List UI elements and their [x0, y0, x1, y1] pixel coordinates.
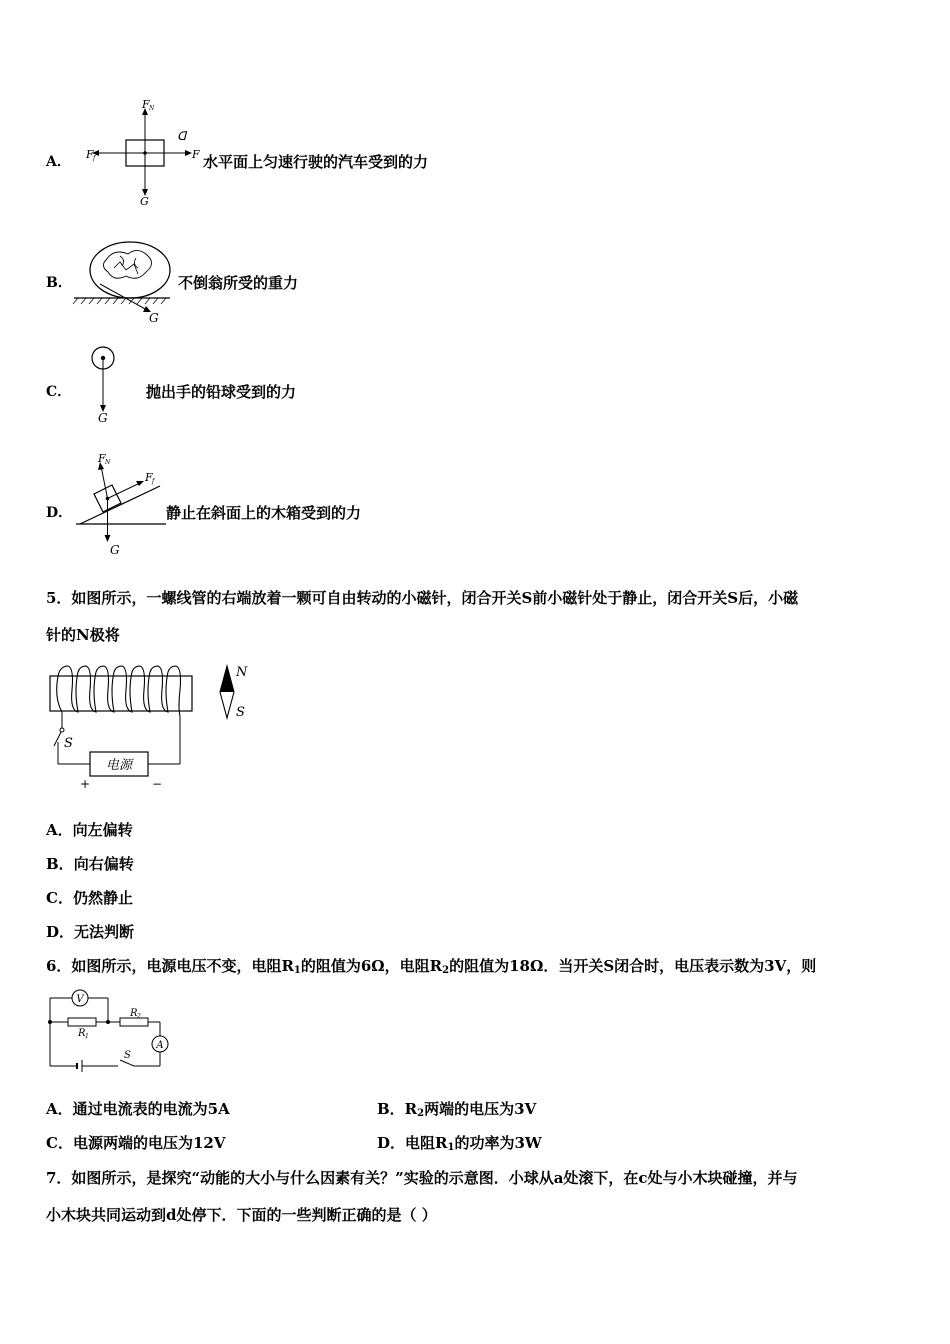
svg-text:2: 2 — [137, 1013, 141, 1020]
label-g: G — [140, 195, 149, 208]
q6-option-d: D．电阻$R_1$的功率为3W — [377, 1134, 542, 1153]
r2-label: R — [130, 1008, 138, 1019]
svg-text:ᗡ: ᗡ — [177, 129, 187, 143]
label-fn: F — [98, 452, 106, 465]
q5-option-a: A．向左偏转 — [46, 821, 133, 839]
q7-stem-line1: 7．如图所示，是探究“动能的大小与什么因素有关？”实验的示意图．小球从a处滚下，在c处与小木块碰撞，并与 — [46, 1169, 798, 1187]
figure-box-on-slope — [72, 448, 172, 558]
q6-option-c: C．电源两端的电压为12V — [46, 1134, 226, 1152]
option-c-letter: C． — [46, 384, 72, 400]
label-g: G — [110, 543, 120, 557]
option-b-text: 不倒翁所受的重力 — [178, 274, 299, 292]
option-a-text: 水平面上匀速行驶的汽车受到的力 — [203, 153, 429, 171]
ammeter-label: A — [156, 1040, 164, 1051]
figure-tumbler — [70, 238, 180, 326]
label-ff: F — [145, 471, 153, 484]
svg-text:f: f — [93, 155, 96, 162]
q5-stem-line2: 针的N极将 — [46, 626, 120, 644]
label-g: G — [98, 411, 108, 425]
option-a-letter: A． — [46, 154, 71, 170]
q5-option-c: C．仍然静止 — [46, 889, 133, 907]
switch-label: S — [124, 1050, 131, 1061]
power-label: 电源 — [105, 758, 133, 773]
figure-solenoid-circuit — [44, 660, 264, 792]
option-b-letter: B． — [46, 275, 72, 291]
q7-stem-line2: 小木块共同运动到d处停下．下面的一些判断正确的是（ ） — [46, 1206, 437, 1224]
voltmeter-label: V — [76, 994, 84, 1005]
option-d-text: 静止在斜面上的木箱受到的力 — [166, 504, 362, 522]
figure-car-forces — [80, 98, 205, 210]
svg-text:f: f — [152, 478, 155, 485]
minus-label: − — [152, 777, 163, 791]
svg-text:1: 1 — [85, 1033, 89, 1040]
q6-stem: 6．如图所示，电源电压不变，电阻$R_1$的阻值为6Ω，电阻$R_2$的阻值为18Ω．当开关S闭合时，电压表示数为3V，则 — [46, 957, 817, 976]
label-fn: F — [142, 98, 150, 111]
label-g: G — [149, 311, 159, 325]
option-d-letter: D． — [46, 505, 73, 521]
svg-text:N: N — [105, 459, 111, 466]
label-f: F — [192, 148, 200, 161]
plus-label: + — [80, 777, 91, 791]
q6-option-a: A．通过电流表的电流为5A — [46, 1100, 230, 1118]
south-label: S — [236, 705, 245, 720]
switch-label: S — [64, 736, 73, 751]
svg-text:N: N — [149, 105, 155, 112]
q5-stem-line1: 5．如图所示，一螺线管的右端放着一颗可自由转动的小磁针，闭合开关S前小磁针处于静止，闭合开关S后，小磁 — [46, 589, 799, 607]
north-label: N — [236, 665, 248, 680]
q6-option-b: B．$R_2$两端的电压为3V — [377, 1100, 537, 1119]
q5-option-b: B．向右偏转 — [46, 855, 134, 873]
option-c-text: 抛出手的铅球受到的力 — [146, 383, 297, 401]
figure-series-circuit — [44, 988, 174, 1080]
label-ff: F — [86, 148, 94, 161]
figure-shot-put — [86, 342, 126, 428]
r1-label: R — [78, 1028, 86, 1039]
q5-option-d: D．无法判断 — [46, 923, 135, 941]
